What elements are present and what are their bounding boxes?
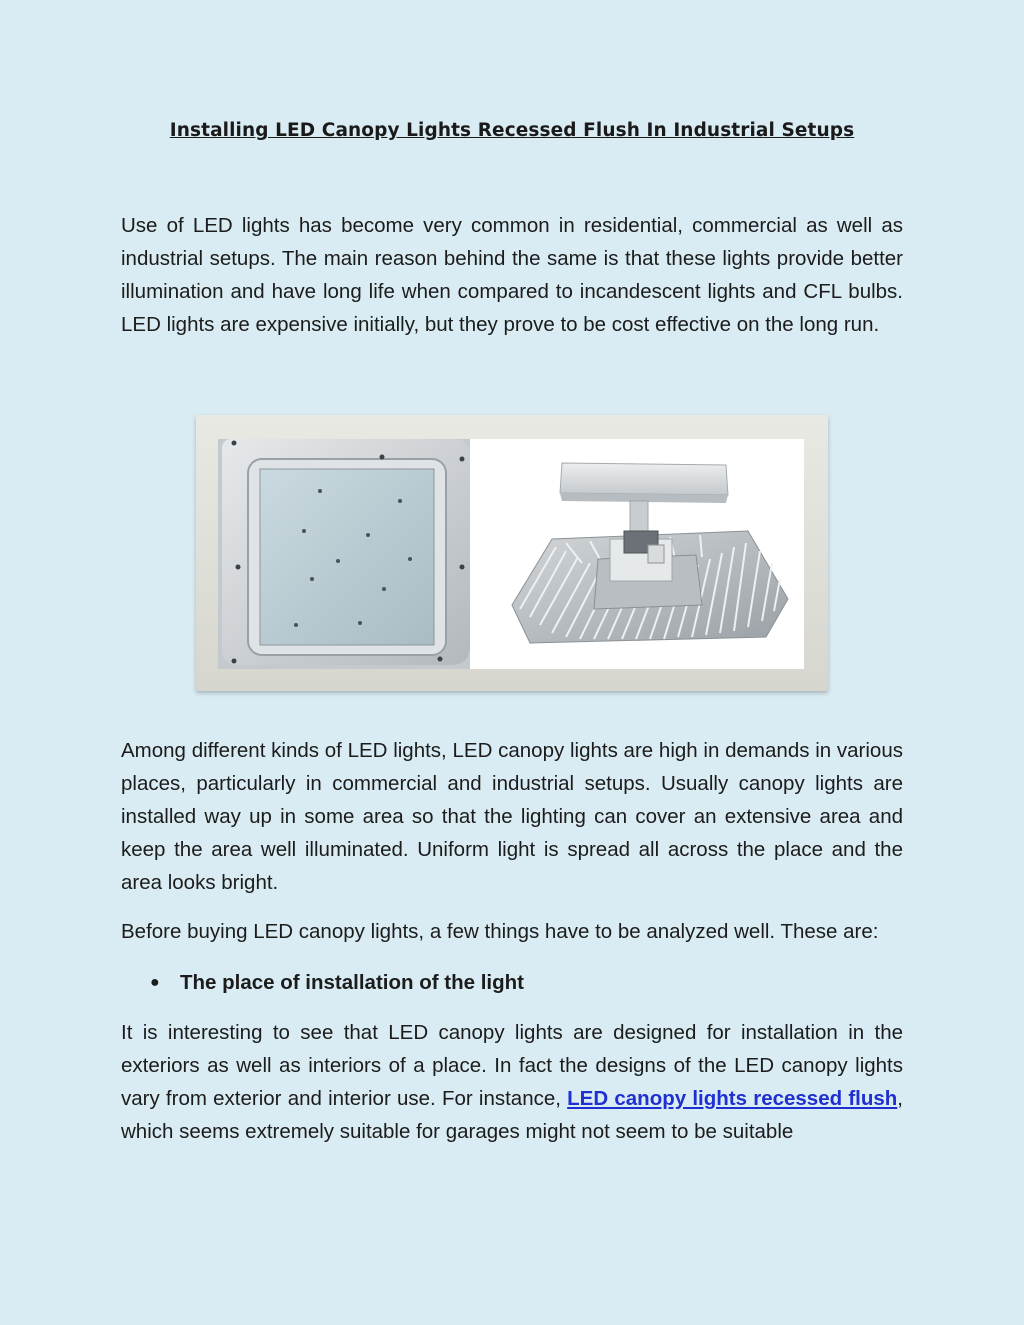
bullet-dot-icon: ● [150, 974, 160, 991]
page-title: Installing LED Canopy Lights Recessed Flush In Industrial Setups [169, 120, 855, 141]
installation-paragraph [121, 1016, 903, 1148]
canopy-light-with-heat-sink-fins [470, 439, 804, 669]
installation-paragraph-end: , which seems extremely suitable for garages might not seem to be suitable [121, 1087, 903, 1143]
product-image [218, 439, 804, 669]
installation-paragraph-start: It is interesting to see that LED canopy lights are designed for installation in the exteriors as well as interiors of a place. In fact the designs of the LED canopy lights vary from exterior and interior use. For instance, [121, 1021, 903, 1110]
analysis-intro-paragraph: Before buying LED canopy lights, a few things have to be analyzed well. These are: [121, 920, 879, 943]
product-image-frame [196, 415, 828, 691]
intro-paragraph: Use of LED lights has become very common in residential, commercial as well as industrial setups. The main reason behind the same is that these lights provide better illumination and have long life when compared to incandescent lights and CFL bulbs. LED lights are expensive initially, but they prove to be cost effective on the long run. [121, 214, 903, 336]
canopy-lights-paragraph: Among different kinds of LED lights, LED canopy lights are high in demands in various places, particularly in commercial and industrial setups. Usually canopy lights are installed way up in some area so that the lighting can cover an extensive area and keep the area well illuminated. Uniform light is spread all across the place and the area looks bright. [121, 739, 903, 894]
recessed-flush-link[interactable]: LED canopy lights recessed flush [567, 1087, 898, 1110]
recessed-canopy-light-front-view [218, 439, 470, 669]
bullet-item-text: The place of installation of the light [180, 971, 524, 994]
bullet-item [150, 966, 524, 999]
